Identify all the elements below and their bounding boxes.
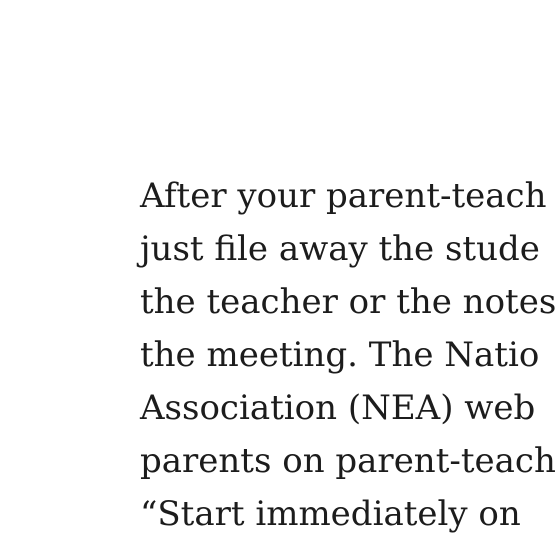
- paragraph-line-4: the meeting. The Natio: [140, 335, 540, 375]
- paragraph-line-6: parents on parent-teach: [140, 441, 556, 481]
- body-paragraph: [140, 170, 556, 541]
- paragraph-line-1: After your parent-teach: [140, 176, 547, 216]
- paragraph-line-3: the teacher or the notes: [140, 282, 556, 322]
- paragraph-line-5: Association (NEA) web: [140, 388, 536, 428]
- paragraph-line-7: “Start immediately on: [140, 494, 521, 534]
- paragraph-line-2: just file away the stude: [140, 229, 540, 269]
